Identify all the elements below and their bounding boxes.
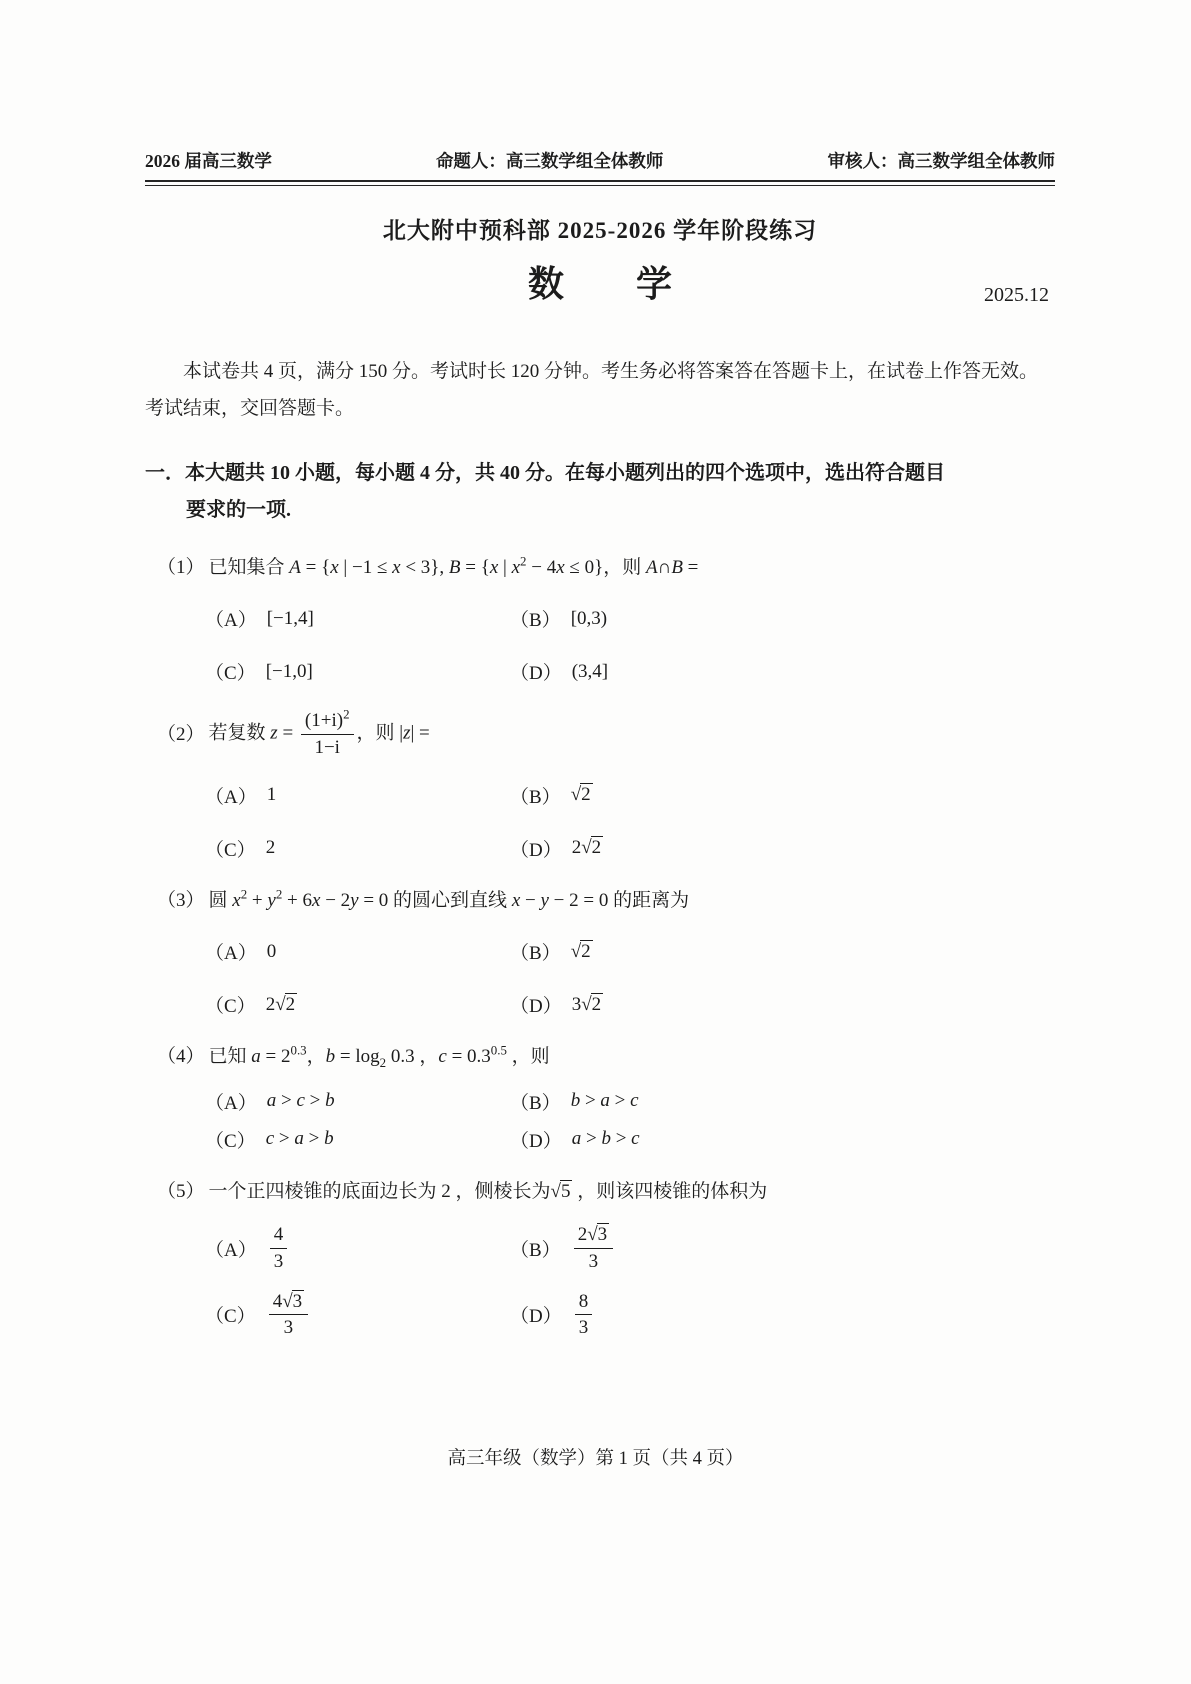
- option-value: √2: [570, 784, 591, 806]
- question-text: 若复数 z = $\frac{(1+i)^2}{1-i}$ ，则 |z| =: [208, 707, 430, 759]
- question-3: [145, 886, 1055, 1018]
- option-label: （C）: [205, 839, 256, 861]
- option-d: [510, 658, 1055, 685]
- option-value: $\frac{8}{3}$: [572, 1290, 596, 1341]
- question-text: 一个正四棱锥的底面边长为 2 ，侧棱长为√5 ，则该四棱锥的体积为: [208, 1180, 768, 1202]
- option-label: （A）: [205, 786, 257, 808]
- question-number: （3）: [157, 889, 205, 911]
- option-a: [205, 605, 510, 632]
- option-a: [205, 938, 510, 965]
- question-text: 已知集合 A = {x | −1 ≤ x < 3}, B = {x | $x^2 - 4x \le 0$}，则 A∩B =: [208, 553, 699, 579]
- question-1: [145, 553, 1055, 685]
- page-header: [145, 148, 1055, 173]
- option-value: √2: [570, 940, 591, 962]
- header-double-rule: [145, 180, 1055, 186]
- header-author: 命题人：高三数学组全体教师: [435, 151, 664, 171]
- option-d: [510, 991, 1055, 1018]
- option-a: [205, 1223, 510, 1274]
- option-c: [205, 835, 510, 862]
- header-course: 2026 届高三数学: [145, 151, 272, 171]
- option-value: (3,4]: [571, 660, 609, 682]
- option-label: （A）: [205, 1239, 257, 1261]
- option-a: [205, 782, 510, 809]
- options-grid: [205, 782, 1055, 862]
- question-2: [145, 709, 1055, 862]
- question-stem: [157, 709, 1055, 760]
- option-value: $\frac{4}{3}$: [267, 1223, 291, 1274]
- option-value: b > a > c: [570, 1090, 639, 1112]
- question-number: （4）: [157, 1046, 205, 1068]
- option-b: [510, 782, 1055, 809]
- option-value: 1: [266, 784, 277, 806]
- option-label: （C）: [205, 996, 256, 1018]
- options-grid: [205, 605, 1055, 685]
- options-grid: [205, 1223, 1055, 1340]
- option-label: （B）: [510, 610, 561, 632]
- option-a: [205, 1088, 510, 1115]
- option-label: （C）: [205, 663, 256, 685]
- instructions-line-2: 考试结束，交回答题卡。: [145, 398, 355, 420]
- section-heading-line-2: 要求的一项.: [186, 499, 291, 522]
- option-b: [510, 938, 1055, 965]
- option-value: 0: [266, 940, 277, 962]
- option-value: 2: [265, 837, 276, 859]
- question-stem: [157, 553, 1055, 583]
- option-label: （B）: [510, 1239, 561, 1261]
- option-d: [510, 1126, 1055, 1153]
- question-stem: [157, 1177, 1055, 1207]
- option-c: [205, 991, 510, 1018]
- question-5: [145, 1177, 1055, 1340]
- option-value: $\frac{2√3}{3}$: [571, 1223, 616, 1274]
- option-value: 2√2: [571, 837, 602, 859]
- option-label: （D）: [510, 663, 562, 685]
- options-grid: [205, 1088, 1055, 1153]
- subject-row: [145, 255, 1055, 313]
- option-label: （D）: [510, 1306, 562, 1328]
- option-c: [205, 658, 510, 685]
- exam-date: 2025.12: [984, 284, 1049, 306]
- option-label: （A）: [205, 943, 257, 965]
- instructions-line-1: 本试卷共 4 页，满分 150 分。考试时长 120 分钟。考生务必将答案答在答题卡上，在试卷上作答无效。: [183, 361, 1039, 382]
- option-label: （D）: [510, 996, 562, 1018]
- option-b: [510, 1088, 1055, 1115]
- header-reviewer: 审核人：高三数学组全体教师: [827, 151, 1055, 171]
- section-one-heading: [145, 455, 1055, 529]
- option-label: （D）: [510, 839, 562, 861]
- exam-instructions: [145, 353, 1055, 427]
- subject-title: 数 学: [527, 264, 672, 304]
- option-b: [510, 605, 1055, 632]
- option-value: a > c > b: [266, 1090, 335, 1112]
- option-value: 3√2: [571, 993, 602, 1015]
- option-value: [0,3): [570, 607, 608, 629]
- option-c: [205, 1126, 510, 1153]
- options-grid: [205, 938, 1055, 1018]
- option-label: （A）: [205, 610, 257, 632]
- option-c: [205, 1290, 510, 1341]
- option-label: （C）: [205, 1130, 256, 1152]
- question-number: （2）: [157, 723, 205, 745]
- option-d: [510, 835, 1055, 862]
- option-label: （B）: [510, 943, 561, 965]
- option-label: （D）: [510, 1130, 562, 1152]
- option-b: [510, 1223, 1055, 1274]
- option-value: $\frac{4√3}{3}$: [266, 1290, 311, 1341]
- option-label: （A）: [205, 1092, 257, 1114]
- option-label: （B）: [510, 1092, 561, 1114]
- question-4: [145, 1042, 1055, 1152]
- option-d: [510, 1290, 1055, 1341]
- question-text: 已知 $a = 2^{0.3}$，$b = \log_2 0.3$ ，$c = 0.3^{0.5}$ ，则: [208, 1043, 550, 1071]
- question-number: （1）: [157, 557, 205, 579]
- option-label: （C）: [205, 1306, 256, 1328]
- question-stem: [157, 1042, 1055, 1072]
- option-label: （B）: [510, 786, 561, 808]
- section-heading-line-1: 一．本大题共 10 小题，每小题 4 分，共 40 分。在每小题列出的四个选项中，选出符合题目: [145, 462, 945, 485]
- option-value: [−1,4]: [266, 607, 314, 629]
- option-value: a > b > c: [571, 1128, 640, 1150]
- option-value: [−1,0]: [265, 660, 313, 682]
- page-footer: 高三年级（数学）第 1 页（共 4 页）: [447, 1449, 744, 1469]
- exam-title: 北大附中预科部 2025-2026 学年阶段练习: [382, 218, 818, 243]
- question-stem: [157, 886, 1055, 916]
- question-text: 圆 $x^2 + y^2 + 6x - 2y = 0$ 的圆心到直线 x − y − 2 = 0 的距离为: [208, 886, 690, 911]
- option-value: 2√2: [265, 993, 296, 1015]
- option-value: c > a > b: [265, 1128, 334, 1150]
- question-number: （5）: [157, 1180, 205, 1202]
